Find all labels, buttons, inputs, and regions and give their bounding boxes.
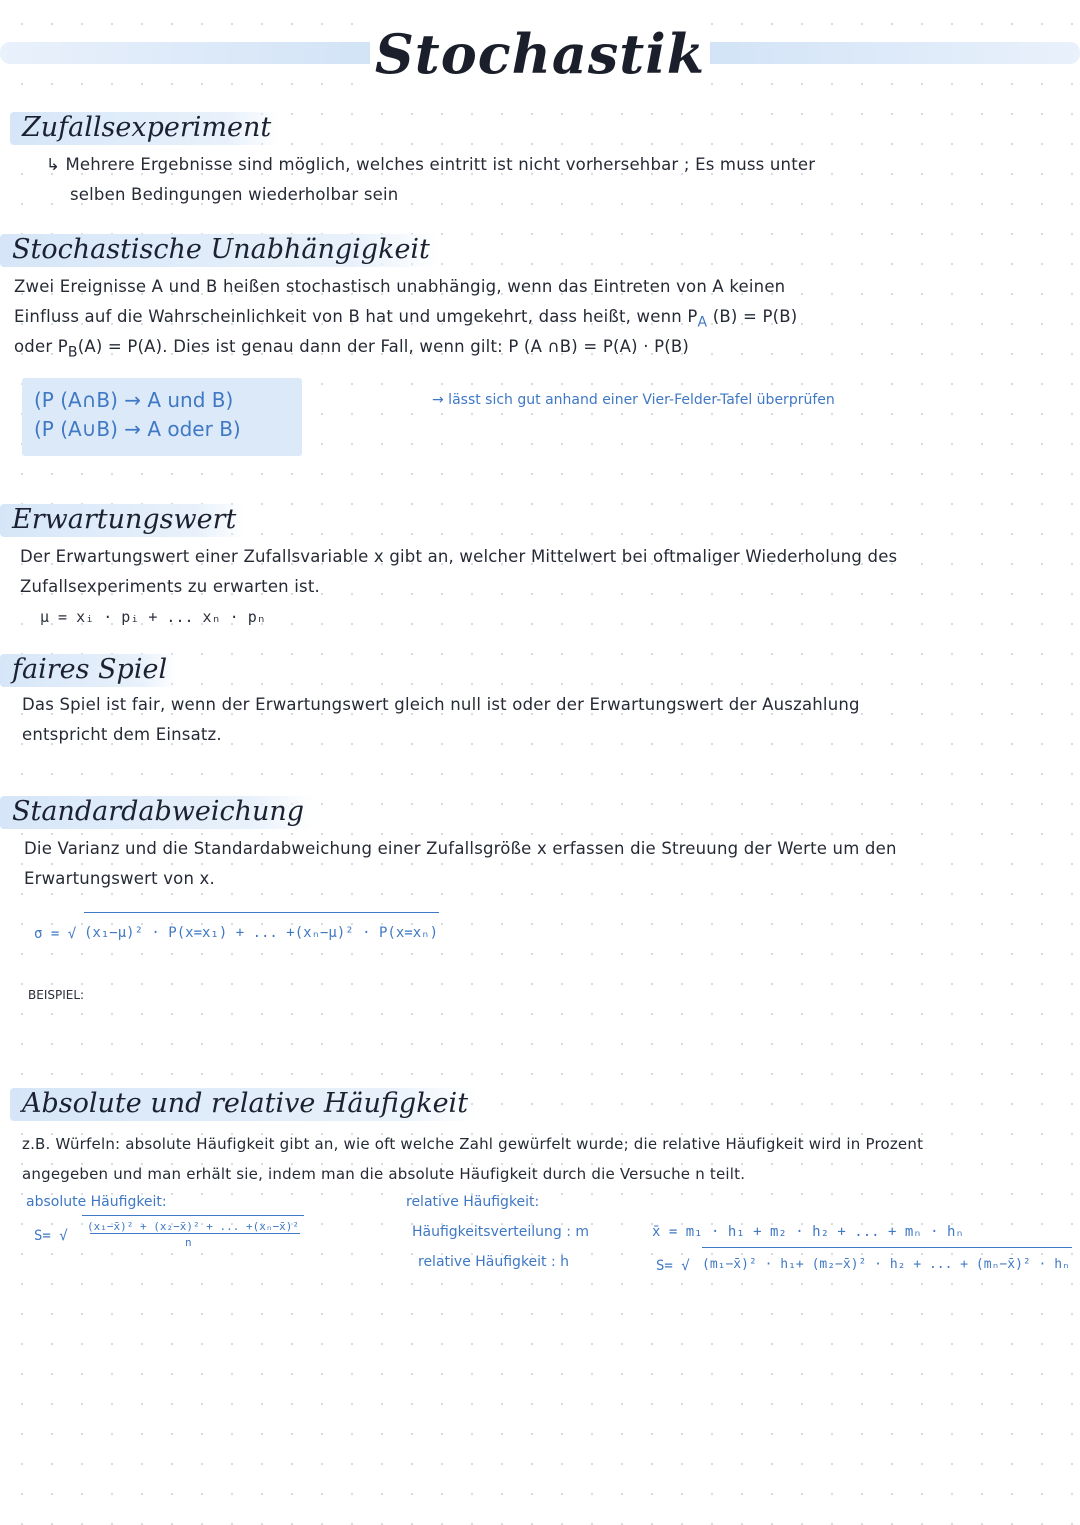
unab-line-2-end: (B) = P(B) xyxy=(712,307,798,326)
unab-line-3-start: oder P xyxy=(14,337,68,356)
heading-faires-spiel: faires Spiel xyxy=(0,654,177,687)
abs-formula-prefix: S= √ xyxy=(34,1228,68,1244)
fair-line-1: Das Spiel ist fair, wenn der Erwartungswert gleich null ist oder der Erwartungswert der Auszahlung xyxy=(22,695,860,714)
intersection-union-box xyxy=(22,378,302,456)
sd-formula-prefix: S= √ xyxy=(656,1258,690,1274)
unab-line-1: Zwei Ereignisse A und B heißen stochastisch unabhängig, wenn das Eintreten von A keinen xyxy=(14,277,786,296)
std-line-1: Die Varianz und die Standardabweichung einer Zufallsgröße x erfassen die Streuung der Werte um den xyxy=(24,839,897,858)
box-line-union: (P (A∪B) → A oder B) xyxy=(34,417,241,441)
zufall-text-1: Mehrere Ergebnisse sind möglich, welches eintritt ist nicht vorhersehbar ; Es muss unter xyxy=(65,155,816,174)
unab-line-3-sub: B xyxy=(67,344,78,361)
sd-formula-body: (m₁−x̄)² · h₁+ (m₂−x̄)² · h₂ + ... + (mₙ−x̄)² · hₙ xyxy=(702,1247,1072,1272)
vier-felder-note: → lässt sich gut anhand einer Vier-Felder-Tafel überprüfen xyxy=(432,392,835,408)
unab-line-2-text: Einfluss auf die Wahrscheinlichkeit von B hat und umgekehrt, dass heißt, wenn P xyxy=(14,307,698,326)
rel-label: relative Häufigkeit: xyxy=(406,1194,540,1210)
box-line-intersection: (P (A∩B) → A und B) xyxy=(34,388,234,412)
std-formula-body: (x₁−μ)² · P(x=x₁) + ... +(xₙ−μ)² · P(x=xₙ) xyxy=(84,912,439,941)
heading-standardabweichung: Standardabweichung xyxy=(0,796,314,829)
abs-label: absolute Häufigkeit: xyxy=(26,1194,167,1210)
rel-line-1: Häufigkeitsverteilung : m xyxy=(412,1224,590,1240)
fair-line-2: entspricht dem Einsatz. xyxy=(22,725,222,744)
heading-erwartungswert: Erwartungswert xyxy=(0,504,246,537)
abs-formula-denominator: n xyxy=(185,1236,192,1249)
erwartung-formula: μ = xᵢ · pᵢ + ... xₙ · pₙ xyxy=(40,608,266,626)
zufall-line-2: selben Bedingungen wiederholbar sein xyxy=(70,185,399,204)
zufall-line-1 xyxy=(46,150,815,179)
arrow-icon: ↳ xyxy=(46,155,61,174)
std-line-2: Erwartungswert von x. xyxy=(24,869,215,888)
erwartung-line-2: Zufallsexperiments zu erwarten ist. xyxy=(20,577,320,596)
haeufig-line-1: z.B. Würfeln: absolute Häufigkeit gibt an, wie oft welche Zahl gewürfelt wurde; die relative Häufigkeit wird in Prozent xyxy=(22,1135,924,1153)
beispiel-label: BEISPIEL: xyxy=(28,988,85,1002)
erwartung-line-1: Der Erwartungswert einer Zufallsvariable x gibt an, welcher Mittelwert bei oftmaliger Wiederholung des xyxy=(20,547,898,566)
mean-formula: x̄ = m₁ · h₁ + m₂ · h₂ + ... + mₙ · hₙ xyxy=(652,1224,964,1240)
haeufig-line-2: angegeben und man erhält sie, indem man die absolute Häufigkeit durch die Versuche n teilt. xyxy=(22,1165,746,1183)
unab-line-3-end: (A) = P(A). Dies ist genau dann der Fall, wenn gilt: P (A ∩B) = P(A) · P(B) xyxy=(77,337,690,356)
unab-line-2-sub: A xyxy=(697,314,708,331)
rel-line-2: relative Häufigkeit : h xyxy=(418,1254,570,1270)
std-formula-prefix: σ = √ xyxy=(34,926,77,942)
fraction-bar xyxy=(90,1233,300,1234)
abs-formula-numerator: (x₁−x̄)² + (x₂−x̄)² + ... +(xₙ−x̄)² xyxy=(82,1215,304,1233)
heading-unabhaengigkeit: Stochastische Unabhängigkeit xyxy=(0,234,440,267)
unab-line-3 xyxy=(14,332,689,367)
heading-zufallsexperiment: Zufallsexperiment xyxy=(10,112,281,145)
page-title: Stochastik xyxy=(370,14,710,94)
heading-haeufigkeit: Absolute und relative Häufigkeit xyxy=(10,1088,478,1121)
